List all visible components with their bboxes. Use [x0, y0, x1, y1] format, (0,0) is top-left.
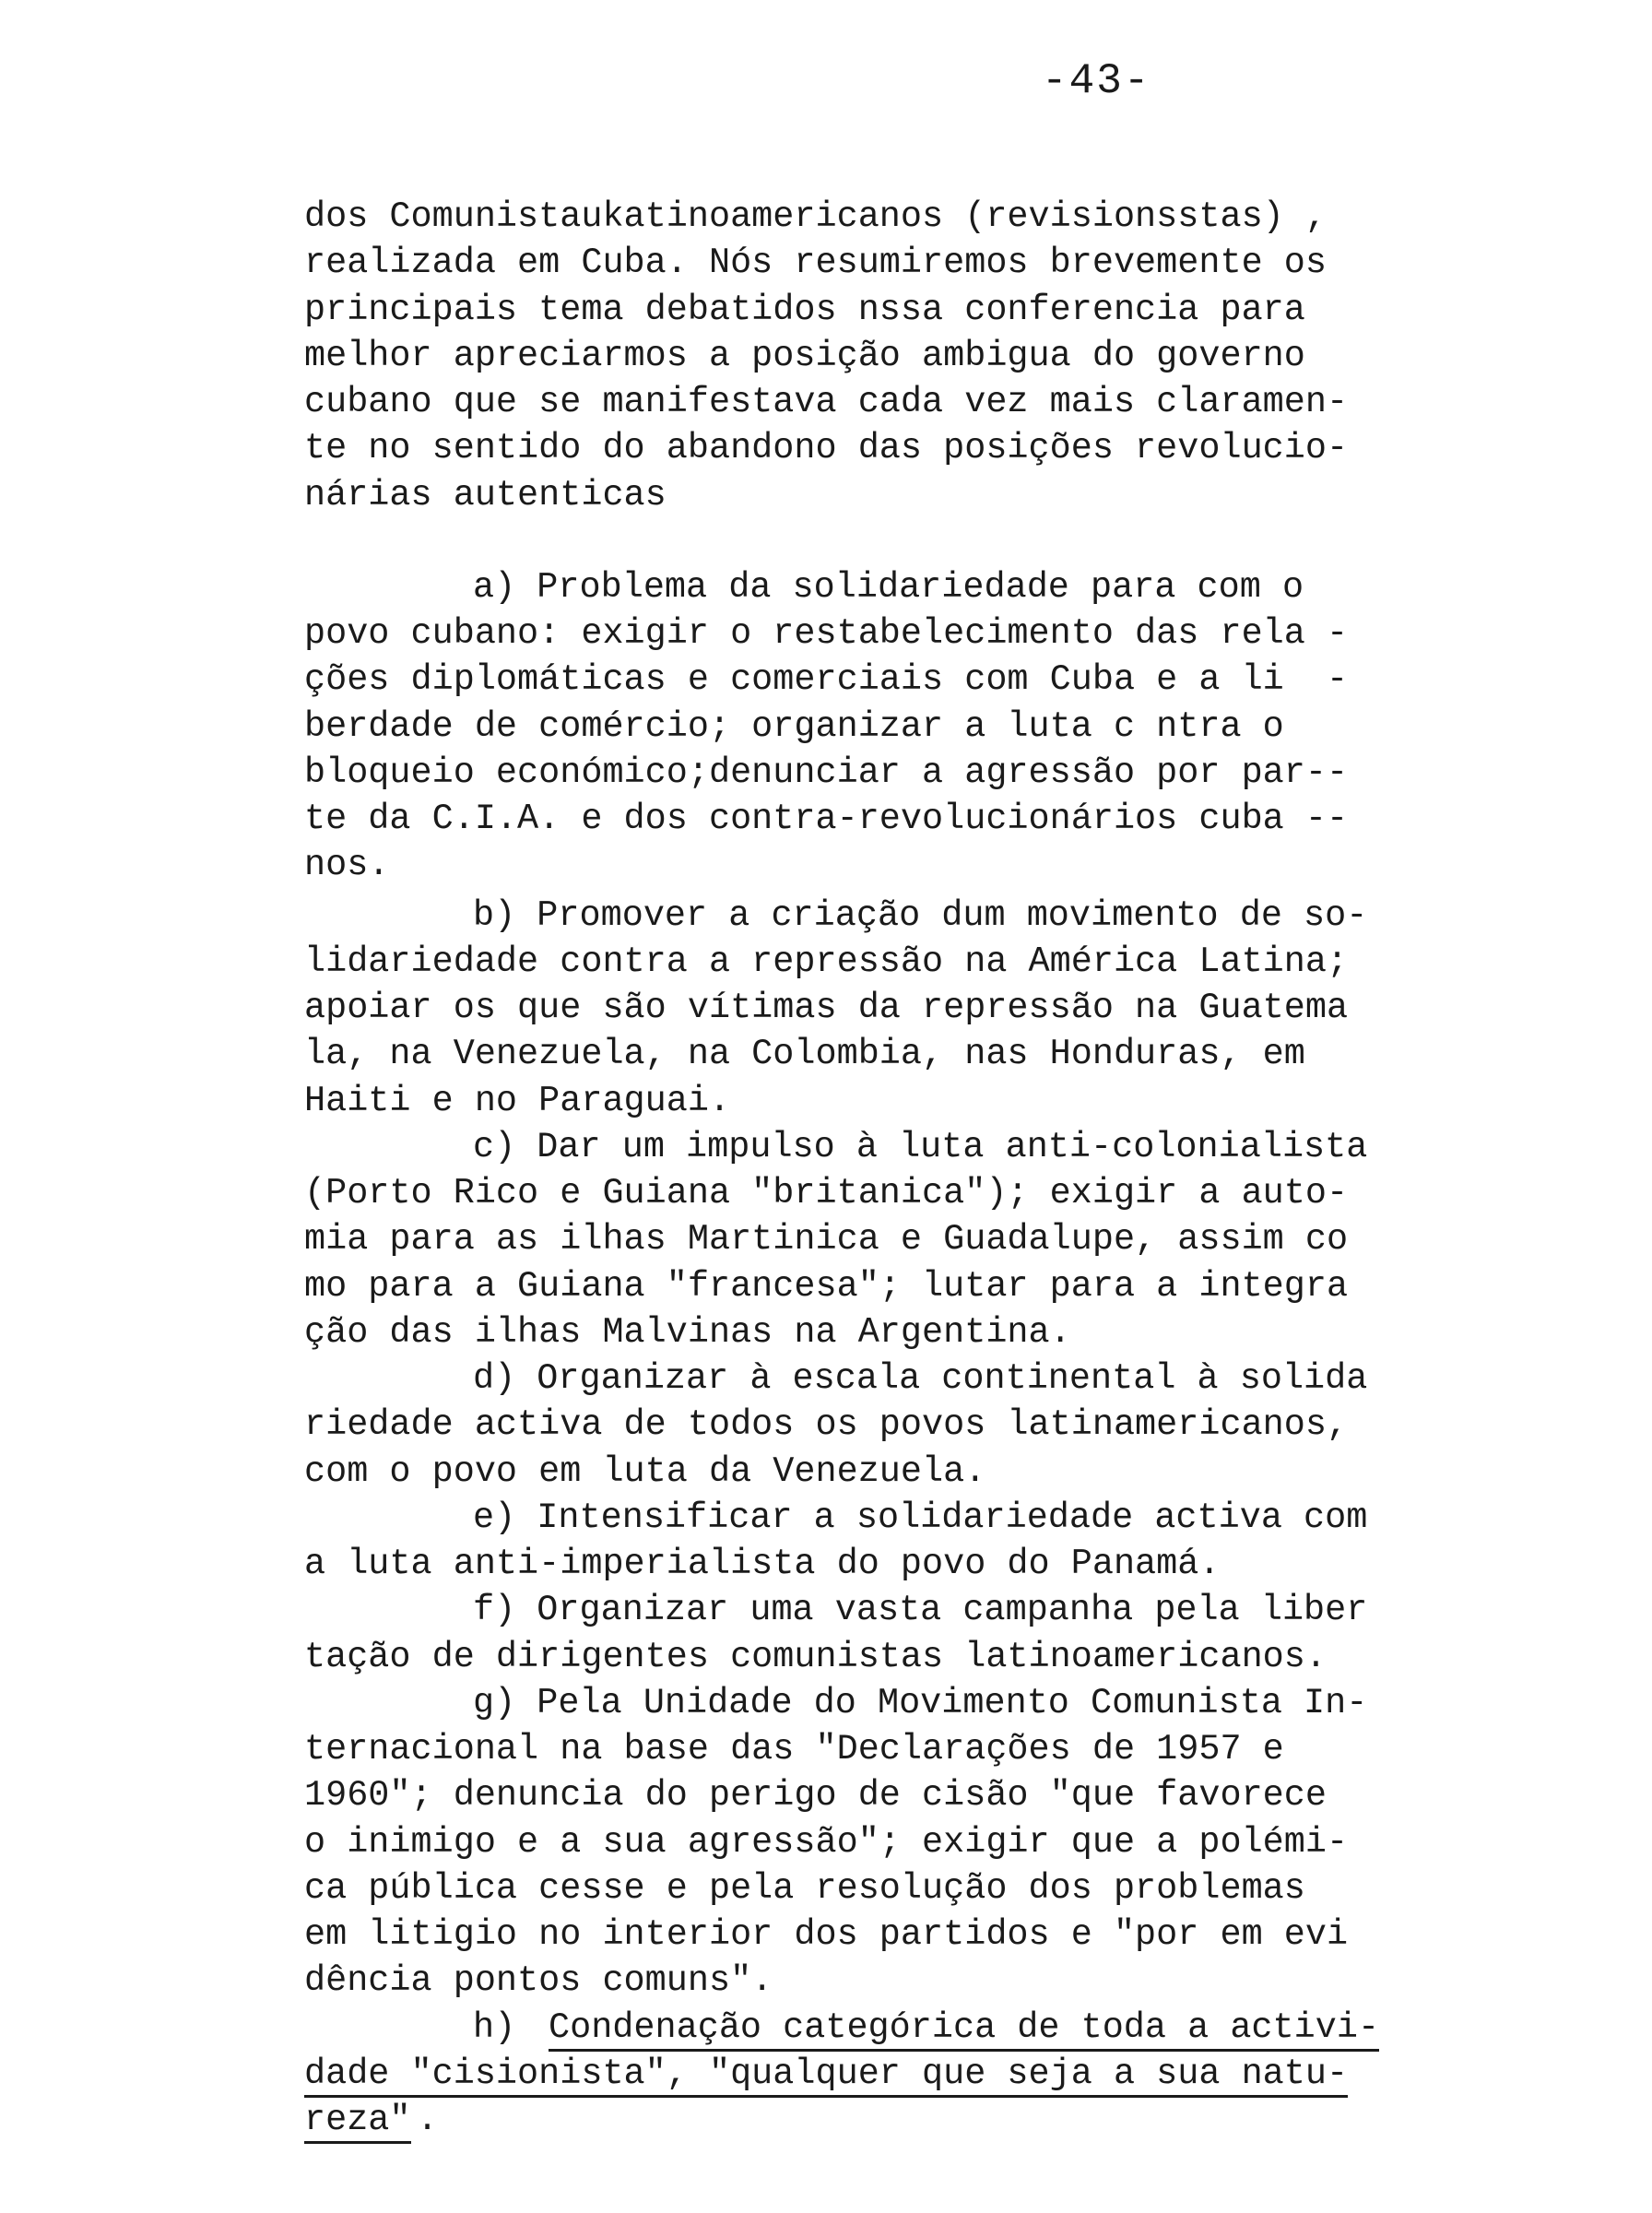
line-text: 1960"; denuncia do perigo de cisão "que favorece — [304, 1775, 1327, 1816]
line-text: h) — [473, 2007, 537, 2048]
line-text: o inimigo e a sua agressão"; exigir que a polémi- — [304, 1822, 1349, 1863]
text-line — [304, 1031, 1305, 1077]
line-text: b) Promover a criação dum movimento de so- — [473, 895, 1368, 936]
text-line — [304, 333, 1305, 379]
line-text: g) Pela Unidade do Movimento Comunista In- — [473, 1683, 1368, 1723]
text-line — [304, 425, 1348, 471]
line-text: melhor apreciarmos a posição ambigua do governo — [304, 336, 1305, 376]
line-text: mia para as ilhas Martinica e Guadalupe, assim co — [304, 1219, 1349, 1260]
line-text: em litigio no interior dos partidos e "por em evi — [304, 1914, 1349, 1955]
text-line — [304, 1541, 1220, 1587]
text-line — [304, 472, 667, 518]
text-line — [549, 2005, 1379, 2051]
line-text: dência pontos comuns". — [304, 1960, 773, 2001]
text-line — [304, 1819, 1348, 1865]
text-line — [304, 287, 1305, 333]
text-line — [304, 704, 1284, 750]
line-text: e) Intensificar a solidariedade activa com — [473, 1497, 1368, 1538]
page-number: -43- — [1042, 57, 1151, 105]
line-text: realizada em Cuba. Nós resumiremos brevemente os — [304, 243, 1327, 283]
underlined-text: reza" — [304, 2100, 411, 2144]
line-text: . — [417, 2100, 439, 2140]
text-line — [473, 564, 1304, 610]
text-line — [473, 1587, 1367, 1633]
line-text: principais tema debatidos nssa conferencia para — [304, 290, 1305, 330]
text-line — [304, 1263, 1348, 1309]
line-text: a) Problema da solidariedade para com o — [473, 567, 1304, 608]
line-text: te da C.I.A. e dos contra-revolucionários cuba -- — [304, 799, 1349, 839]
line-text: com o povo em luta da Venezuela. — [304, 1451, 986, 1492]
text-line — [304, 750, 1348, 796]
line-text: ção das ilhas Malvinas na Argentina. — [304, 1312, 1071, 1353]
line-text: nos. — [304, 845, 390, 885]
text-line — [304, 842, 389, 888]
text-line — [473, 1680, 1367, 1726]
line-text: cubano que se manifestava cada vez mais claramen- — [304, 382, 1349, 422]
line-text: f) Organizar uma vasta campanha pela liber — [473, 1590, 1368, 1630]
line-text: povo cubano: exigir o restabelecimento das rela - — [304, 613, 1349, 654]
text-line — [304, 2097, 411, 2143]
line-text: mo para a Guiana "francesa"; lutar para a integra — [304, 1266, 1349, 1307]
text-line — [304, 379, 1348, 425]
line-text: te no sentido do abandono das posições revolucio- — [304, 428, 1349, 468]
line-text: ções diplomáticas e comerciais com Cuba e a li - — [304, 659, 1349, 700]
text-line — [473, 2005, 537, 2051]
text-line — [304, 985, 1348, 1031]
line-text: d) Organizar à escala continental à solida — [473, 1358, 1368, 1399]
text-line — [473, 1355, 1367, 1402]
text-line — [304, 1078, 730, 1124]
line-text: a luta anti-imperialista do povo do Panamá. — [304, 1544, 1221, 1584]
text-line — [304, 1449, 985, 1495]
text-line — [304, 1309, 1071, 1355]
text-line — [304, 1958, 773, 2004]
line-text: Haiti e no Paraguai. — [304, 1081, 731, 1121]
text-line — [304, 1170, 1348, 1216]
text-line — [304, 1726, 1284, 1772]
text-line — [304, 1402, 1348, 1448]
line-text: nárias autenticas — [304, 475, 667, 515]
line-text: ca pública cesse e pela resolução dos problemas — [304, 1868, 1305, 1909]
text-line — [304, 1216, 1348, 1262]
underlined-text: Condenação categórica de toda a activi- — [549, 2007, 1379, 2052]
line-text: la, na Venezuela, na Colombia, nas Honduras, em — [304, 1034, 1305, 1074]
text-line — [473, 1124, 1367, 1170]
text-line — [304, 1634, 1327, 1680]
line-text: riedade activa de todos os povos latinamericanos, — [304, 1404, 1349, 1445]
line-text: tação de dirigentes comunistas latinoamericanos. — [304, 1637, 1327, 1677]
line-text: (Porto Rico e Guiana "britanica"); exigir a auto- — [304, 1173, 1349, 1213]
text-line — [304, 1865, 1305, 1911]
text-line — [473, 893, 1367, 939]
text-line — [473, 1495, 1367, 1541]
line-text: apoiar os que são vítimas da repressão na Guatema — [304, 988, 1349, 1028]
text-line — [304, 2051, 1348, 2097]
line-text: c) Dar um impulso à luta anti-colonialista — [473, 1127, 1368, 1167]
text-line — [304, 939, 1348, 985]
text-line — [304, 240, 1327, 286]
text-line — [417, 2097, 438, 2143]
text-line — [304, 1772, 1327, 1818]
line-text: dos Comunistaukatinoamericanos (revisionsstas) , — [304, 196, 1327, 237]
text-line — [304, 1911, 1348, 1958]
underlined-text: dade "cisionista", "qualquer que seja a sua natu- — [304, 2053, 1348, 2098]
line-text: ternacional na base das "Declarações de 1957 e — [304, 1729, 1284, 1769]
text-line — [304, 796, 1348, 842]
text-line — [304, 194, 1327, 240]
text-line — [304, 657, 1348, 703]
line-text: berdade de comércio; organizar a luta c ntra o — [304, 706, 1284, 747]
line-text: bloqueio económico;denunciar a agressão por par-- — [304, 752, 1349, 793]
text-line — [304, 610, 1348, 657]
line-text: lidariedade contra a repressão na América Latina; — [304, 941, 1349, 982]
